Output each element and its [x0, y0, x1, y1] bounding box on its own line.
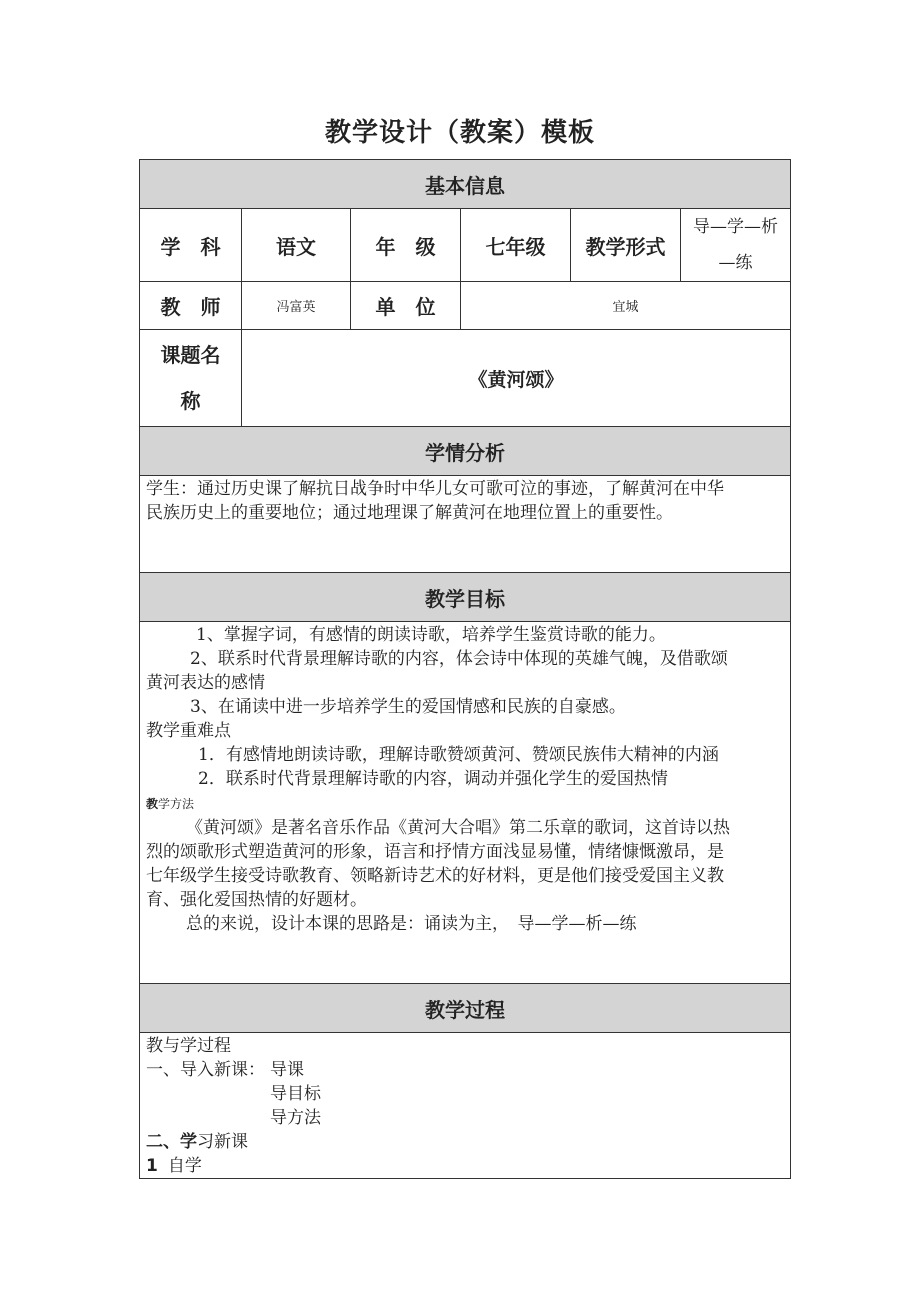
teacher-label: 教 师 — [140, 282, 242, 330]
grade-label: 年 级 — [351, 209, 461, 282]
process-step3-rest: 自学 — [167, 1156, 202, 1176]
topic-label-line1: 课题名 — [160, 343, 221, 367]
process-step1-item: 导课 — [270, 1060, 304, 1080]
teaching-form-line1: 导—学—析 — [693, 217, 778, 237]
process-step1-label: 一、导入新课： — [146, 1060, 265, 1080]
process-step3 — [146, 1154, 790, 1178]
method-text-line: 烈的颂歌形式塑造黄河的形象，语言和抒情方面浅显易懂，情绪慷慨激昂，是 — [146, 842, 724, 862]
subject-value: 语文 — [242, 209, 351, 282]
section-objectives: 教学目标 — [140, 573, 791, 622]
section-basic-info: 基本信息 — [140, 160, 791, 209]
objective-item: 2、联系时代背景理解诗歌的内容，体会诗中体现的英雄气魄，及借歌颂 — [190, 649, 728, 669]
key-point-item: 2．联系时代背景理解诗歌的内容，调动并强化学生的爱国热情 — [198, 769, 668, 789]
key-points-label: 教学重难点 — [146, 721, 231, 741]
process-step2 — [146, 1130, 790, 1154]
subject-label: 学 科 — [140, 209, 242, 282]
method-label — [146, 791, 790, 816]
page-title: 教学设计（教案）模板 — [324, 118, 595, 148]
teaching-form-value — [681, 209, 791, 282]
key-point-item: 1．有感情地朗读诗歌，理解诗歌赞颂黄河、赞颂民族伟大精神的内涵 — [198, 745, 719, 765]
process-step1-item: 导方法 — [270, 1108, 321, 1128]
process-step1 — [146, 1058, 790, 1082]
process-step3-bold: 1 — [146, 1156, 158, 1176]
objectives-text — [140, 622, 791, 984]
method-text-line: 七年级学生接受诗歌教育、领略新诗艺术的好材料，更是他们接受爱国主义教 — [146, 866, 724, 886]
teacher-value: 冯富英 — [242, 282, 351, 330]
process-step1-item: 导目标 — [270, 1084, 321, 1104]
method-label-rest: 学方法 — [158, 797, 195, 811]
process-step1-row — [146, 1106, 790, 1130]
objective-item: 3、在诵读中进一步培养学生的爱国情感和民族的自豪感。 — [190, 697, 626, 717]
topic-label-line2: 称 — [180, 389, 201, 413]
process-intro: 教与学过程 — [146, 1036, 231, 1056]
method-text-line: 《黄河颂》是著名音乐作品《黄河大合唱》第二乐章的歌词，这首诗以热 — [186, 818, 730, 838]
method-summary: 总的来说，设计本课的思路是：诵读为主， 导—学—析—练 — [186, 914, 637, 934]
objective-item: 1、掌握字词，有感情的朗读诗歌，培养学生鉴赏诗歌的能力。 — [196, 625, 666, 645]
method-label-bold: 教 — [146, 797, 159, 811]
process-step1-row — [146, 1082, 790, 1106]
teaching-form-line2: —练 — [718, 253, 753, 273]
lesson-plan-table — [139, 159, 791, 1179]
unit-value: 宜城 — [461, 282, 791, 330]
topic-value: 《黄河颂》 — [242, 330, 791, 427]
grade-value: 七年级 — [461, 209, 571, 282]
process-step2-bold: 二、学 — [146, 1132, 197, 1152]
process-step2-rest: 习新课 — [197, 1132, 248, 1152]
objective-item: 黄河表达的感情 — [146, 673, 265, 693]
learning-analysis-line: 学生：通过历史课了解抗日战争时中华儿女可歌可泣的事迹，了解黄河在中华 — [146, 479, 724, 499]
learning-analysis-line: 民族历史上的重要地位；通过地理课了解黄河在地理位置上的重要性。 — [146, 503, 673, 523]
method-text-line: 育、强化爱国热情的好题材。 — [146, 890, 367, 910]
process-text — [140, 1033, 791, 1179]
section-learning-analysis: 学情分析 — [140, 427, 791, 476]
topic-label — [140, 330, 242, 427]
section-process: 教学过程 — [140, 984, 791, 1033]
unit-label: 单 位 — [351, 282, 461, 330]
learning-analysis-text — [140, 476, 791, 573]
teaching-form-label: 教学形式 — [571, 209, 681, 282]
